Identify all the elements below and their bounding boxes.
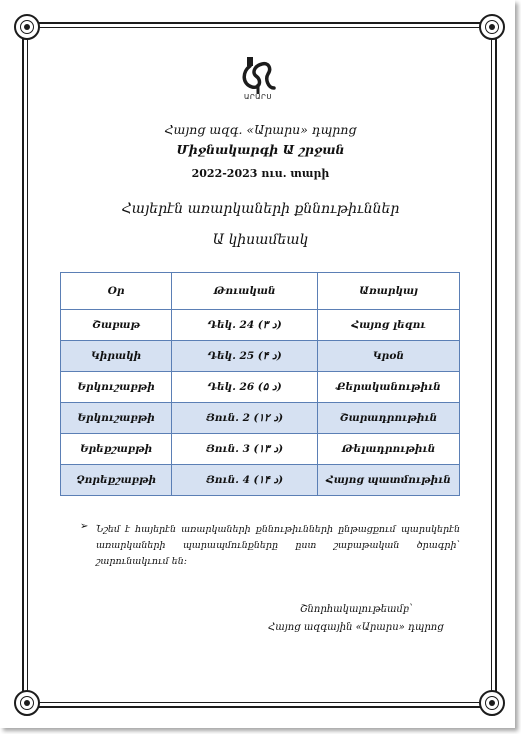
cell-subject: Հայոց լեզու [317,310,459,341]
cell-subject: Շարադրութիւն [317,403,459,434]
cell-date: Դեկ. 25 (د ۴) [172,341,318,372]
cell-day: Երկուշաբթի [61,403,172,434]
corner-ornament-bottom-right [479,690,505,716]
cell-subject: Հայոց պատմութիւն [317,465,459,496]
closing-thanks: Շնորհակալութեամբ՝ [300,604,413,615]
cell-day: Չորեքշաբթի [61,465,172,496]
cell-date: Յուն. 4 (د ۱۴) [172,465,318,496]
cell-day: Կիրակի [61,341,172,372]
exam-schedule-table [60,272,460,496]
school-name: Հայոց ազգ. «Արարս» դպրոց [164,122,357,137]
corner-ornament-top-left [14,14,40,40]
note-text: Նշեմ է հայերէն առարկաների քննութիւնների ընթացքում պարսկերէն առարկաների պարապմունքները ըստ շաբաթական ծրագրի՝ շարունակւում են։ [96,524,460,567]
cell-day: Երկուշաբթի [61,372,172,403]
table-row [61,434,460,465]
corner-ornament-top-right [479,14,505,40]
column-header-date: Թուական [172,273,318,310]
table-header-row [61,273,460,310]
cell-date: Յուն. 3 (د ۱۳) [172,434,318,465]
district-name: Միջնակարգի Ա շրջան [176,142,345,157]
column-header-subject: Առարկայ [317,273,459,310]
arrow-bullet-icon: ➢ [80,521,89,532]
column-header-day: Օր [61,273,172,310]
cell-subject: Կրօն [317,341,459,372]
academic-year: 2022-2023 ուս. տարի [191,167,330,180]
cell-day: Երեքշաբթի [61,434,172,465]
cell-day: Շաբաթ [61,310,172,341]
cell-date: Դեկ. 26 (د ۵) [172,372,318,403]
table-row [61,465,460,496]
table-row [61,310,460,341]
note-paragraph [80,522,460,570]
logo-caption: ԱՐԱՐՍ [243,93,273,101]
cell-subject: Քերականութիւն [317,372,459,403]
table-row [61,403,460,434]
cell-date: Յուն. 2 (د ۱۲) [172,403,318,434]
table-row [61,372,460,403]
corner-ornament-bottom-left [14,690,40,716]
table-row [61,341,460,372]
cell-subject: Թելադրութիւն [317,434,459,465]
cell-date: Դեկ. 24 (د ۳) [172,310,318,341]
semester-title: Ա կիսամեակ [212,232,309,248]
exam-title: Հայերէն առարկաների քննութիւններ [121,201,400,217]
signature-school: Հայոց ազգային «Արարս» դպրոց [268,622,444,633]
